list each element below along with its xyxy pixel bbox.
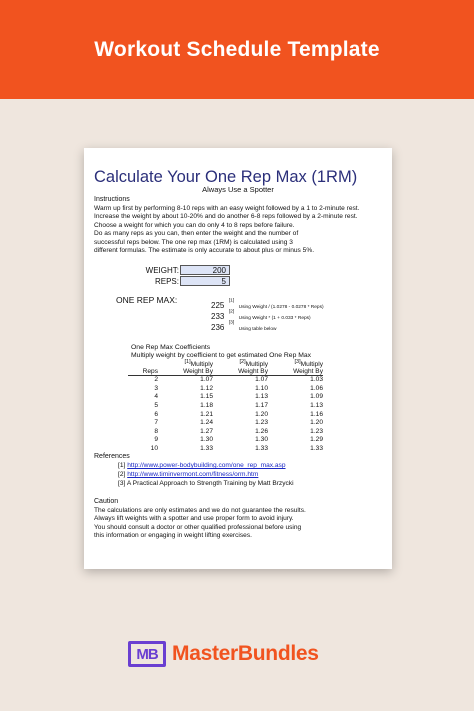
- table-cell: 1.30: [255, 436, 268, 444]
- references-heading: References: [94, 453, 130, 460]
- table-cell: 1.30: [200, 436, 213, 444]
- table-cell: 1.03: [310, 376, 323, 384]
- coefficients-table: [128, 359, 323, 454]
- instructions-line: successful reps below. The one rep max (1RM) is calculated using 3: [94, 238, 293, 246]
- table-cell: 1.26: [255, 427, 268, 435]
- instructions-line: different formulas. The estimate is only accurate to about plus or minus 5%.: [94, 247, 315, 255]
- one-rep-max-label: ONE REP MAX:: [116, 295, 178, 305]
- reference-item: [118, 471, 258, 478]
- orm-formula: Using Weight * (1 + 0.033 * Reps): [238, 316, 311, 321]
- table-row: [128, 385, 323, 394]
- document-preview: [84, 148, 392, 569]
- table-cell: 7: [154, 419, 158, 427]
- instructions-heading: Instructions: [94, 196, 130, 203]
- table-row: [128, 376, 323, 385]
- reps-input[interactable]: 5: [180, 276, 230, 286]
- reference-link[interactable]: http://www.timinvermont.com/fitness/orm.htm: [127, 471, 259, 478]
- table-cell: 1.33: [200, 444, 213, 452]
- brand-logo: [128, 641, 319, 667]
- col-header: Weight By: [268, 368, 323, 376]
- caution-text: [94, 507, 306, 541]
- table-row: [128, 393, 323, 402]
- col-header: Weight By: [213, 368, 268, 376]
- table-cell: 1.17: [255, 401, 268, 409]
- orm-ref: [1]: [228, 298, 235, 304]
- col-header: [3]Multiply: [294, 359, 323, 369]
- caution-line: this information or engaging in weight lifting exercises.: [94, 532, 252, 540]
- table-cell: 1.13: [255, 393, 268, 401]
- table-cell: 1.13: [310, 401, 323, 409]
- reference-item: [118, 462, 286, 469]
- caution-line: Always lift weights with a spotter and use proper form to avoid injury.: [94, 515, 294, 523]
- col-header: [2]Multiply: [239, 359, 268, 369]
- reference-number: [2]: [118, 471, 126, 478]
- table-row: [128, 402, 323, 411]
- coefficients-heading: [131, 344, 311, 360]
- weight-label: WEIGHT:: [145, 266, 179, 275]
- table-cell: 1.15: [200, 393, 213, 401]
- reference-number: [3]: [118, 480, 126, 487]
- orm-value: 233: [211, 312, 225, 321]
- table-cell: 1.27: [200, 427, 213, 435]
- instructions-line: Warm up first by performing 8-10 reps with an easy weight followed by a 1 to 2-minute rest.: [94, 205, 360, 212]
- caution-line: The calculations are only estimates and we do not guarantee the results.: [94, 507, 306, 514]
- reps-label: REPS:: [154, 277, 179, 286]
- table-cell: 1.06: [310, 384, 323, 392]
- brand-mark: MB: [128, 641, 166, 667]
- table-cell: 1.09: [310, 393, 323, 401]
- table-cell: 1.23: [310, 427, 323, 435]
- coefficients-title: One Rep Max Coefficients: [131, 344, 211, 351]
- table-cell: 1.16: [310, 410, 323, 418]
- table-row: [128, 419, 323, 428]
- table-cell: 3: [154, 384, 158, 392]
- table-cell: 6: [154, 410, 158, 418]
- orm-result-3: [211, 317, 276, 335]
- table-cell: 1.20: [255, 410, 268, 418]
- orm-ref: [2]: [228, 309, 235, 315]
- col-header: [1]Multiply: [184, 359, 213, 369]
- table-cell: 5: [154, 401, 158, 409]
- table-cell: 1.21: [200, 410, 213, 418]
- table-cell: 1.24: [200, 419, 213, 427]
- reference-link[interactable]: http://www.power-bodybuilding.com/one_rep_max.asp: [127, 462, 286, 469]
- col-header-reps: Reps: [128, 368, 158, 376]
- banner-title: Workout Schedule Template: [94, 37, 380, 61]
- brand-name: MasterBundles: [172, 642, 319, 665]
- instructions-text: [94, 205, 359, 255]
- table-cell: 1.10: [255, 384, 268, 392]
- table-row: [128, 411, 323, 420]
- instructions-line: Choose a weight for which you can do only 4 to 8 reps before failure.: [94, 221, 295, 229]
- document-title: Calculate Your One Rep Max (1RM): [94, 168, 358, 186]
- coefficients-subtitle: Multiply weight by coefficient to get estimated One Rep Max: [131, 352, 312, 359]
- caution-line: You should consult a doctor or other qualified professional before using: [94, 523, 302, 531]
- orm-value: 225: [211, 301, 225, 310]
- reference-text: A Practical Approach to Strength Training by Matt Brzycki: [126, 480, 294, 487]
- orm-formula: Using Weight / (1.0278 - 0.0278 * Reps): [238, 305, 324, 310]
- orm-formula: Using table below: [238, 327, 277, 332]
- table-cell: 1.23: [255, 419, 268, 427]
- weight-input[interactable]: 200: [180, 265, 230, 275]
- document-subtitle: Always Use a Spotter: [202, 185, 274, 194]
- orm-ref: [3]: [228, 320, 235, 326]
- reference-number: [1]: [118, 462, 126, 469]
- table-cell: 10: [150, 444, 158, 452]
- table-cell: 1.29: [310, 436, 323, 444]
- table-cell: 1.18: [200, 401, 213, 409]
- table-cell: 4: [154, 393, 158, 401]
- col-header: Weight By: [158, 368, 213, 376]
- reference-item: [118, 480, 294, 487]
- table-cell: 1.33: [310, 444, 323, 452]
- table-row: [128, 436, 323, 445]
- orm-value: 236: [211, 323, 225, 332]
- table-cell: 1.07: [200, 376, 213, 384]
- table-cell: 1.20: [310, 419, 323, 427]
- table-cell: 1.33: [255, 444, 268, 452]
- caution-heading: Caution: [94, 498, 119, 505]
- table-cell: 2: [154, 376, 158, 384]
- top-banner: [0, 0, 474, 99]
- instructions-line: Do as many reps as you can, then enter the weight and the number of: [94, 230, 299, 238]
- table-cell: 1.07: [255, 376, 268, 384]
- table-row: [128, 445, 323, 454]
- table-cell: 8: [154, 427, 158, 435]
- table-cell: 1.12: [200, 384, 213, 392]
- table-cell: 9: [154, 436, 158, 444]
- instructions-line: Increase the weight by about 10-20% and do another 6-8 reps followed by a 2-minute rest.: [94, 213, 358, 221]
- table-row: [128, 428, 323, 437]
